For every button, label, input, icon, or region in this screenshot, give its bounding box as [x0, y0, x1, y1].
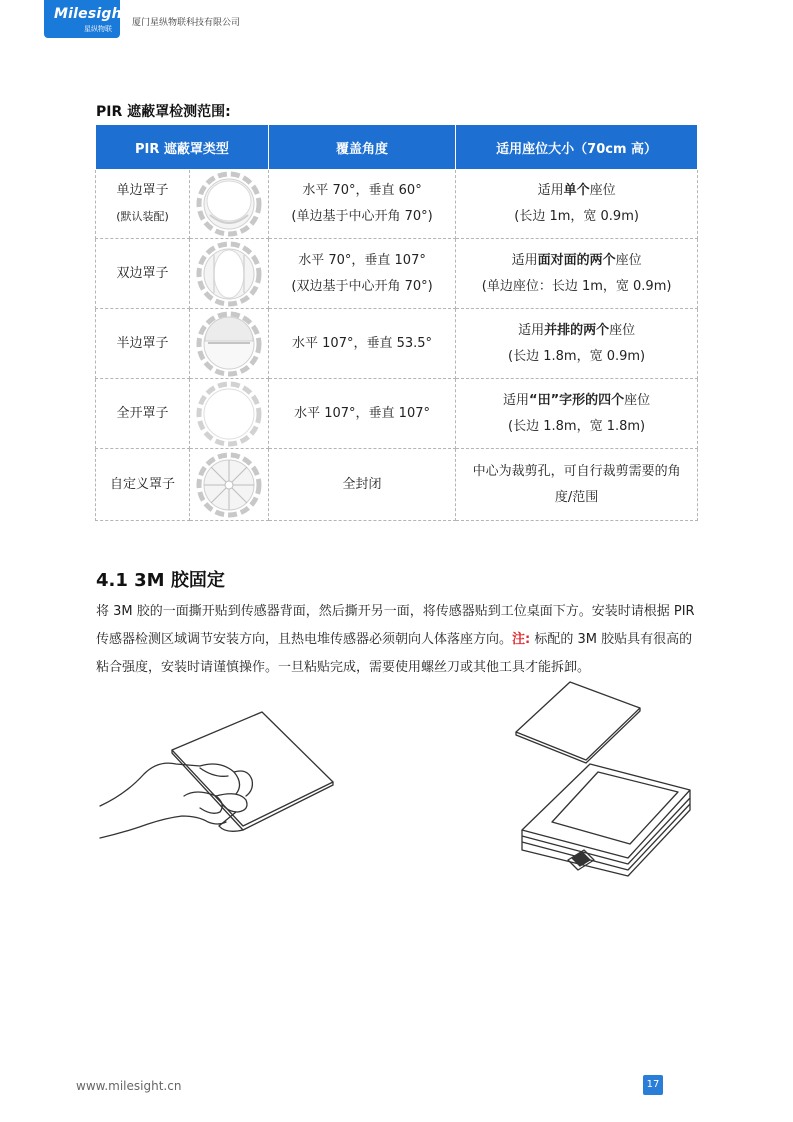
cover-type-note: (默认装配) [116, 210, 169, 223]
cover-image-cell [190, 379, 269, 449]
seat-pre: 适用 [511, 252, 538, 268]
footer-url: www.milesight.cn [76, 1079, 182, 1093]
angle-line-1: 水平 107°，垂直 53.5° [292, 335, 433, 351]
angle-line-1: 水平 107°，垂直 107° [294, 405, 430, 421]
angle-line-2: (单边基于中心开角 70°) [291, 209, 433, 224]
note-label: 注: [512, 632, 531, 647]
header-seat-size: 适用座位大小（70cm 高） [456, 125, 698, 170]
hand-peeling-tape-illustration [96, 704, 396, 864]
seat-bold: 并排的两个 [544, 322, 610, 338]
double-side-cover-icon [196, 241, 262, 307]
seat-bold: 单个 [563, 183, 590, 198]
seat-size-cell [456, 239, 698, 309]
angle-line-1: 全封闭 [342, 476, 382, 492]
cover-type-cell [96, 309, 190, 379]
instruction-paragraph [96, 598, 698, 682]
seat-post: 座位 [609, 322, 636, 338]
seat-line-2: (长边 1m，宽 0.9m) [514, 209, 639, 224]
cover-type-label: 自定义罩子 [110, 476, 176, 492]
cover-type-cell [96, 170, 190, 239]
cover-type-cell [96, 379, 190, 449]
seat-line-2: (长边 1.8m，宽 0.9m) [508, 348, 646, 364]
cover-image-cell [190, 309, 269, 379]
paragraph-text-1: 将 3M 胶的一面撕开贴到传感器背面，然后撕开另一面，将传感器贴到工位桌面下方。安装时请根据 PIR 传感器检测区域调节安装方向，且热电堆传感器必须朝向人体落座方向。 [96, 604, 695, 647]
seat-line-1: 中心为裁剪孔，可自行裁剪需要的角 [472, 463, 681, 479]
logo-sub: 星纵物联 [84, 25, 112, 33]
header-cover-type: PIR 遮蔽罩类型 [96, 125, 269, 170]
coverage-angle-cell [268, 309, 455, 379]
custom-cover-icon [196, 452, 262, 518]
coverage-angle-cell [268, 379, 455, 449]
cover-type-cell [96, 449, 190, 521]
paragraph-text-2: 标配的 3M 胶贴具有很高的粘合强度，安装时请谨慎操作。一旦粘贴完成，需要使用螺丝刀或其他工具才能拆卸。 [96, 632, 693, 675]
angle-line-1: 水平 70°，垂直 107° [298, 252, 426, 268]
cover-type-label: 双边罩子 [116, 265, 169, 281]
cover-image-cell [190, 239, 269, 309]
page-header [0, 0, 793, 48]
seat-line-2: 度/范围 [554, 489, 599, 505]
seat-line-1 [456, 388, 697, 414]
table-row [96, 449, 698, 521]
seat-post: 座位 [624, 392, 651, 408]
seat-pre: 适用 [518, 322, 545, 338]
seat-post: 座位 [615, 252, 642, 268]
header-coverage-angle: 覆盖角度 [268, 125, 455, 170]
table-row [96, 379, 698, 449]
cover-type-label: 全开罩子 [116, 405, 169, 421]
seat-size-cell [456, 449, 698, 521]
seat-line-2: (长边 1.8m，宽 1.8m) [508, 418, 646, 434]
table-row [96, 239, 698, 309]
cover-type-cell [96, 239, 190, 309]
seat-bold: “田”字形的四个 [529, 392, 625, 408]
coverage-angle-cell [268, 239, 455, 309]
open-cover-icon [196, 381, 262, 447]
seat-pre: 适用 [503, 392, 530, 408]
seat-line-1 [456, 248, 697, 274]
single-side-cover-icon [196, 171, 262, 237]
section-title: PIR 遮蔽罩检测范围: [96, 104, 231, 120]
sensor-tape-illustration [512, 680, 702, 880]
logo-brand: Milesight [54, 6, 129, 22]
seat-bold: 面对面的两个 [537, 252, 616, 268]
table-header-row [96, 125, 698, 170]
coverage-angle-cell [268, 170, 455, 239]
seat-size-cell [456, 309, 698, 379]
milesight-logo [44, 0, 129, 38]
table-row [96, 170, 698, 239]
cover-type-label: 单边罩子 [116, 183, 169, 198]
half-side-cover-icon [196, 311, 262, 377]
seat-size-cell [456, 170, 698, 239]
cover-type-label: 半边罩子 [116, 335, 169, 351]
seat-line-1 [456, 178, 697, 204]
coverage-angle-cell [268, 449, 455, 521]
seat-line-2: (单边座位：长边 1m，宽 0.9m) [481, 278, 672, 294]
seat-line-1 [456, 318, 697, 344]
pir-cover-table [95, 124, 698, 521]
table-row [96, 309, 698, 379]
cover-image-cell [190, 449, 269, 521]
subsection-title: 4.1 3M 胶固定 [96, 570, 225, 591]
company-name: 厦门星纵物联科技有限公司 [132, 18, 241, 28]
angle-line-2: (双边基于中心开角 70°) [291, 278, 433, 294]
cover-image-cell [190, 170, 269, 239]
seat-pre: 适用 [537, 183, 564, 198]
seat-size-cell [456, 379, 698, 449]
seat-post: 座位 [589, 183, 616, 198]
page-number: 17 [643, 1075, 663, 1095]
angle-line-1: 水平 70°，垂直 60° [302, 183, 422, 198]
